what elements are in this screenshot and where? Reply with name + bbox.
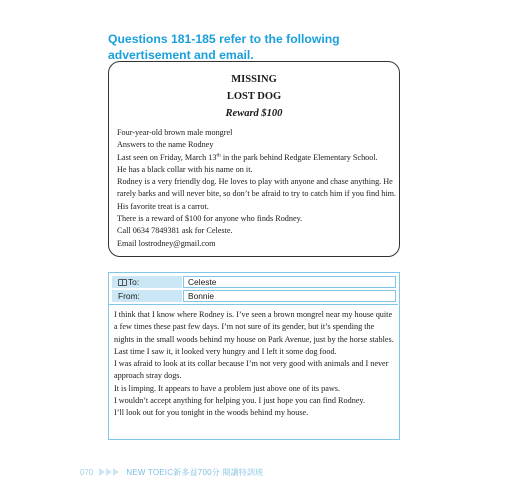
page-number: 070	[80, 467, 94, 477]
ad-line: Rodney is a very friendly dog. He loves to play with anyone and chase anything. He rarely barks and will never bite, so don’t be afraid to try to catch him if you find him. His favorite treat is a carrot.	[117, 177, 397, 211]
ad-line: He has a black collar with his name on it.	[117, 164, 253, 174]
ad-body	[117, 127, 397, 250]
ad-title-lost-dog: LOST DOG	[226, 91, 282, 102]
arrow-icon	[106, 468, 112, 476]
ad-line: Call 0634 7849381 ask for Celeste.	[117, 226, 233, 236]
ad-date-suffix: th	[216, 151, 221, 158]
email-divider	[109, 304, 398, 305]
email-to-label-cell	[112, 276, 182, 288]
email-to-label: To:	[128, 277, 140, 287]
page-footer	[80, 466, 263, 478]
email-paragraph: It is limping. It appears to have a problem just above one of its paws.	[114, 383, 341, 393]
email-from-value: Bonnie	[183, 290, 396, 302]
ad-line: Answers to the name Rodney	[117, 140, 214, 150]
ad-reward: Reward $100	[225, 108, 283, 119]
arrow-icon	[113, 468, 119, 476]
email-to-value: Celeste	[183, 276, 396, 288]
ad-line-last-seen	[117, 152, 397, 164]
email-body	[114, 309, 396, 420]
ad-line: Four-year-old brown male mongrel	[117, 128, 233, 137]
questions-heading: Questions 181-185 refer to the following advertisement and email.	[108, 32, 340, 62]
email-paragraph: I wouldn’t accept anything for helping you. I just hope you can find Rodney.	[114, 396, 366, 406]
book-title: NEW TOEIC新多益700分 閱讀特訓班	[126, 467, 264, 477]
email-paragraph: I think that I know where Rodney is. I’ve seen a brown mongrel near my house quite a few times these past few days. I’m not sure of its gender, but it’s spending the nights in the small woods behind my house on Park Avenue, just by the horse stables.	[114, 310, 394, 344]
arrow-icon	[99, 468, 105, 476]
email-box	[108, 272, 400, 440]
email-paragraph: I’ll look out for you tonight in the woods behind my house.	[114, 408, 309, 418]
email-to-row	[112, 276, 396, 288]
ad-last-seen-place: in the park behind Redgate Elementary School.	[220, 152, 378, 162]
ad-line: There is a reward of $100 for anyone who finds Rodney.	[117, 214, 303, 224]
email-from-label: From:	[112, 290, 182, 302]
email-paragraph: Last time I saw it, it looked very hungry and I left it some dog food.	[114, 346, 337, 356]
email-from-row	[112, 290, 396, 302]
ad-title-missing: MISSING	[231, 74, 277, 85]
email-paragraph: I was afraid to look at its collar because I’m not very good with animals and I never approach stray dogs.	[114, 359, 389, 381]
ad-line: Email lostrodney@gmail.com	[117, 238, 216, 248]
book-icon	[118, 279, 127, 286]
ad-last-seen-date: Last seen on Friday, March 13	[117, 152, 217, 162]
advertisement-box	[108, 61, 400, 257]
